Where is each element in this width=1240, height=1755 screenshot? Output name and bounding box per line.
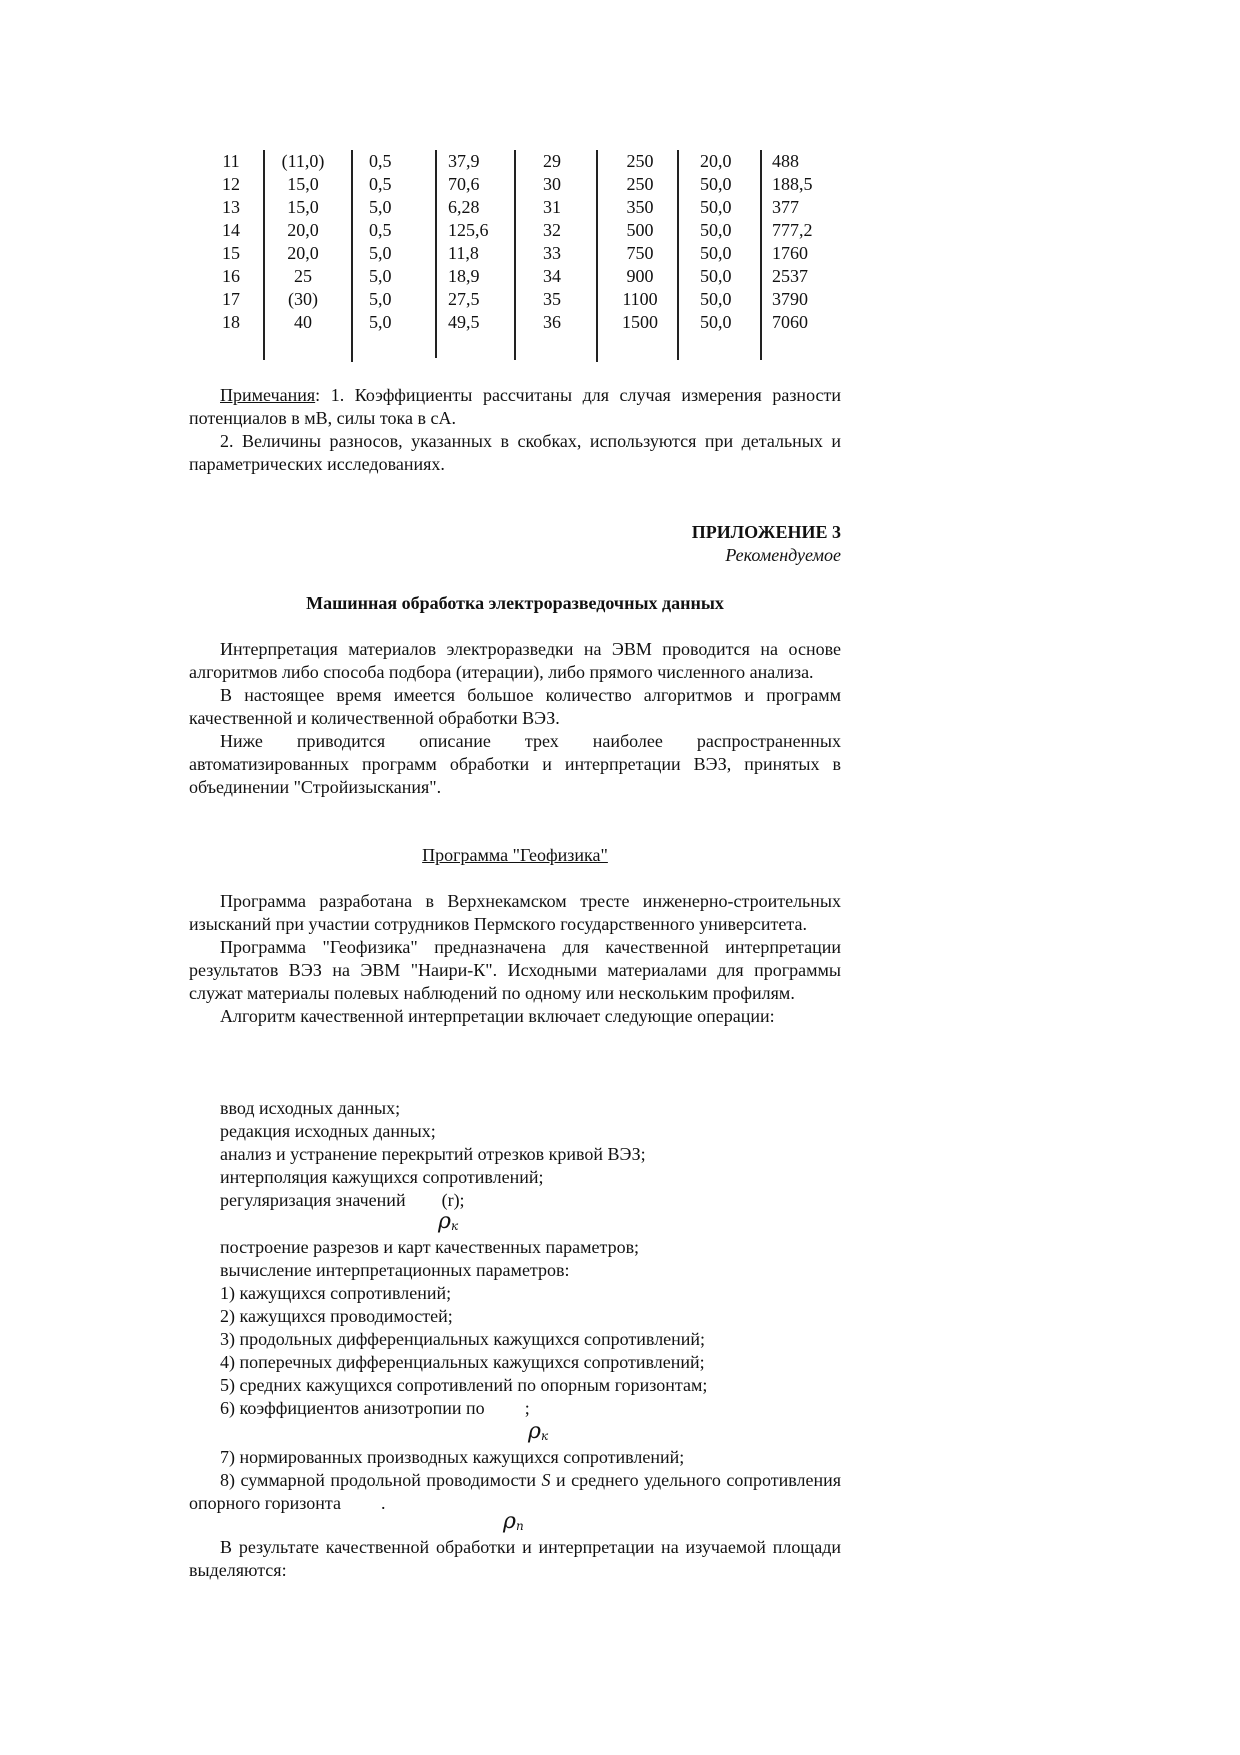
table-divider	[263, 150, 265, 360]
paragraph: Программа разработана в Верхнекамском тресте инженерно-строительных изысканий при участии сотрудников Пермского государственного университета.	[189, 891, 841, 934]
params-list-2	[189, 1446, 841, 1515]
table-cell: 0,5	[369, 174, 392, 194]
table-cell: 30	[543, 174, 561, 194]
table-notes	[189, 384, 841, 476]
table-cell: 17	[222, 289, 240, 309]
table-cell: 188,5	[772, 174, 813, 194]
list-item	[189, 1189, 841, 1212]
table-cell: 11	[222, 151, 240, 171]
table-cell: 12	[222, 174, 240, 194]
table-cell: 16	[222, 266, 240, 286]
note-1	[189, 384, 841, 430]
list-item-text: регуляризация значений	[220, 1190, 406, 1210]
table-cell: 20,0	[700, 151, 732, 171]
table-cell: 15	[222, 243, 240, 263]
program-title	[189, 844, 841, 867]
table-cell: (11,0)	[281, 151, 325, 171]
table-cell: 70,6	[448, 174, 480, 194]
list-item-text: 6) коэффициентов анизотропии по	[220, 1398, 485, 1418]
table-cell: 31	[543, 197, 561, 217]
appendix-subtitle: Рекомендуемое	[725, 545, 841, 565]
program-title-text: Программа "Геофизика"	[422, 845, 608, 865]
table-cell: 34	[543, 266, 561, 286]
list-item: редакция исходных данных;	[220, 1121, 436, 1141]
operations-list	[189, 1097, 841, 1212]
table-column-7	[700, 150, 750, 362]
note-1-text: : 1. Коэффициенты рассчитаны для случая измерения разности потенциалов в мВ, силы тока в сА.	[189, 385, 841, 428]
table-cell: 29	[543, 151, 561, 171]
rho-symbol: ρ	[438, 1209, 451, 1234]
paragraph: Программа "Геофизика" предназначена для качественной интерпретации результатов ВЭЗ на ЭВМ "Наири-К". Исходными материалами для программы служат материалы полевых наблюдений по одному или нескольким профилям.	[189, 937, 841, 1003]
rho-k-formula	[438, 1210, 458, 1238]
list-item: 3) продольных дифференциальных кажущихся сопротивлений;	[220, 1329, 706, 1349]
table-cell: 37,9	[448, 151, 480, 171]
table-cell: 5,0	[369, 312, 392, 332]
table-cell: 2537	[772, 266, 808, 286]
list-item: ввод исходных данных;	[220, 1098, 401, 1118]
list-item: 4) поперечных дифференциальных кажущихся сопротивлений;	[220, 1352, 705, 1372]
table-cell: 5,0	[369, 197, 392, 217]
list-item: 5) средних кажущихся сопротивлений по опорным горизонтам;	[220, 1375, 708, 1395]
paragraph: Интерпретация материалов электроразведки на ЭВМ проводится на основе алгоритмов либо способа подбора (итерации), либо прямого численного анализа.	[189, 639, 841, 682]
list-item: интерполяция кажущихся сопротивлений;	[220, 1167, 544, 1187]
table-cell: 750	[626, 243, 654, 263]
table-cell: 33	[543, 243, 561, 263]
table-cell: 377	[772, 197, 799, 217]
table-cell: 18	[222, 312, 240, 332]
table-divider	[760, 150, 762, 360]
rho-subscript: к	[540, 1429, 549, 1443]
table-cell: 50,0	[700, 174, 732, 194]
table-cell: 40	[294, 312, 312, 332]
table-cell: 20,0	[287, 243, 319, 263]
table-cell: 20,0	[287, 220, 319, 240]
table-cell: 49,5	[448, 312, 480, 332]
list-item-tail: .	[380, 1493, 386, 1513]
table-cell: 14	[222, 220, 240, 240]
list-item-tail: (r);	[441, 1190, 465, 1210]
paragraph: В настоящее время имеется большое количество алгоритмов и программ качественной и количественной обработки ВЭЗ.	[189, 685, 841, 728]
paragraph: В результате качественной обработки и интерпретации на изучаемой площади выделяются:	[189, 1537, 841, 1580]
table-cell: 11,8	[448, 243, 479, 263]
table-cell: 36	[543, 312, 561, 332]
table-column-8	[772, 150, 832, 362]
table-cell: 900	[626, 266, 654, 286]
paragraph: Ниже приводится описание трех наиболее распространенных автоматизированных программ обработки и интерпретации ВЭЗ, принятых в объединении "Стройизыскания".	[189, 731, 841, 797]
rho-k-formula-2	[528, 1420, 548, 1448]
section-title: Машинная обработка электроразведочных данных	[306, 593, 724, 613]
table-cell: 1100	[622, 289, 658, 309]
table-cell: 50,0	[700, 312, 732, 332]
table-cell: 1500	[622, 312, 658, 332]
rho-subscript: п	[515, 1519, 524, 1533]
table-cell: (30)	[288, 289, 318, 309]
note-2: 2. Величины разносов, указанных в скобках, используются при детальных и параметрических исследованиях.	[189, 431, 841, 474]
table-cell: 50,0	[700, 220, 732, 240]
table-cell: 5,0	[369, 289, 392, 309]
list-item: 2) кажущихся проводимостей;	[220, 1306, 453, 1326]
table-cell: 5,0	[369, 266, 392, 286]
table-cell: 777,2	[772, 220, 813, 240]
list-item-tail: ;	[524, 1398, 530, 1418]
table-column-3	[369, 150, 419, 362]
table-cell: 5,0	[369, 243, 392, 263]
table-cell: 0,5	[369, 220, 392, 240]
table-divider	[677, 150, 679, 360]
rho-subscript: к	[450, 1219, 459, 1233]
table-cell: 1760	[772, 243, 808, 263]
table-cell: 350	[626, 197, 654, 217]
table-cell: 0,5	[369, 151, 392, 171]
table-cell: 50,0	[700, 197, 732, 217]
list-item: 7) нормированных производных кажущихся сопротивлений;	[220, 1447, 685, 1467]
table-cell: 250	[626, 151, 654, 171]
rho-symbol: ρ	[503, 1509, 516, 1534]
coefficients-table	[189, 150, 841, 362]
table-column-6	[609, 150, 671, 362]
table-column-2	[273, 150, 333, 362]
program-block	[189, 890, 841, 1028]
table-cell: 125,6	[448, 220, 489, 240]
table-cell: 7060	[772, 312, 808, 332]
table-cell: 488	[772, 151, 799, 171]
symbol-s: S	[541, 1470, 551, 1490]
rho-p-formula	[503, 1510, 524, 1538]
result-block	[189, 1536, 841, 1582]
table-column-5	[534, 150, 570, 362]
intro-block	[189, 638, 841, 799]
table-divider	[596, 150, 598, 362]
table-cell: 15,0	[287, 174, 319, 194]
table-cell: 15,0	[287, 197, 319, 217]
table-cell: 50,0	[700, 289, 732, 309]
list-item: построение разрезов и карт качественных параметров;	[220, 1237, 640, 1257]
notes-label: Примечания	[220, 385, 316, 405]
table-cell: 35	[543, 289, 561, 309]
table-cell: 250	[626, 174, 654, 194]
table-divider	[514, 150, 516, 360]
table-column-4	[448, 150, 508, 362]
rho-symbol: ρ	[528, 1419, 541, 1444]
list-item	[189, 1397, 841, 1420]
table-cell: 18,9	[448, 266, 480, 286]
paragraph: Алгоритм качественной интерпретации включает следующие операции:	[220, 1006, 775, 1026]
table-divider	[351, 150, 353, 362]
table-cell: 13	[222, 197, 240, 217]
list-item-text: 8) суммарной продольной проводимости	[220, 1470, 536, 1490]
table-cell: 25	[294, 266, 312, 286]
operations-list-2	[189, 1236, 841, 1420]
table-cell: 500	[626, 220, 654, 240]
list-item: 1) кажущихся сопротивлений;	[220, 1283, 452, 1303]
table-cell: 6,28	[448, 197, 480, 217]
list-item: вычисление интерпретационных параметров:	[220, 1260, 570, 1280]
list-item: анализ и устранение перекрытий отрезков кривой ВЭЗ;	[220, 1144, 646, 1164]
table-column-1	[211, 150, 251, 362]
table-cell: 50,0	[700, 266, 732, 286]
table-cell: 27,5	[448, 289, 480, 309]
appendix-title: ПРИЛОЖЕНИЕ 3	[691, 522, 841, 542]
list-item-text: и среднего удельного сопротивления опорного горизонта	[189, 1470, 841, 1513]
table-divider	[435, 150, 437, 358]
table-cell: 32	[543, 220, 561, 240]
table-cell: 3790	[772, 289, 808, 309]
table-cell: 50,0	[700, 243, 732, 263]
